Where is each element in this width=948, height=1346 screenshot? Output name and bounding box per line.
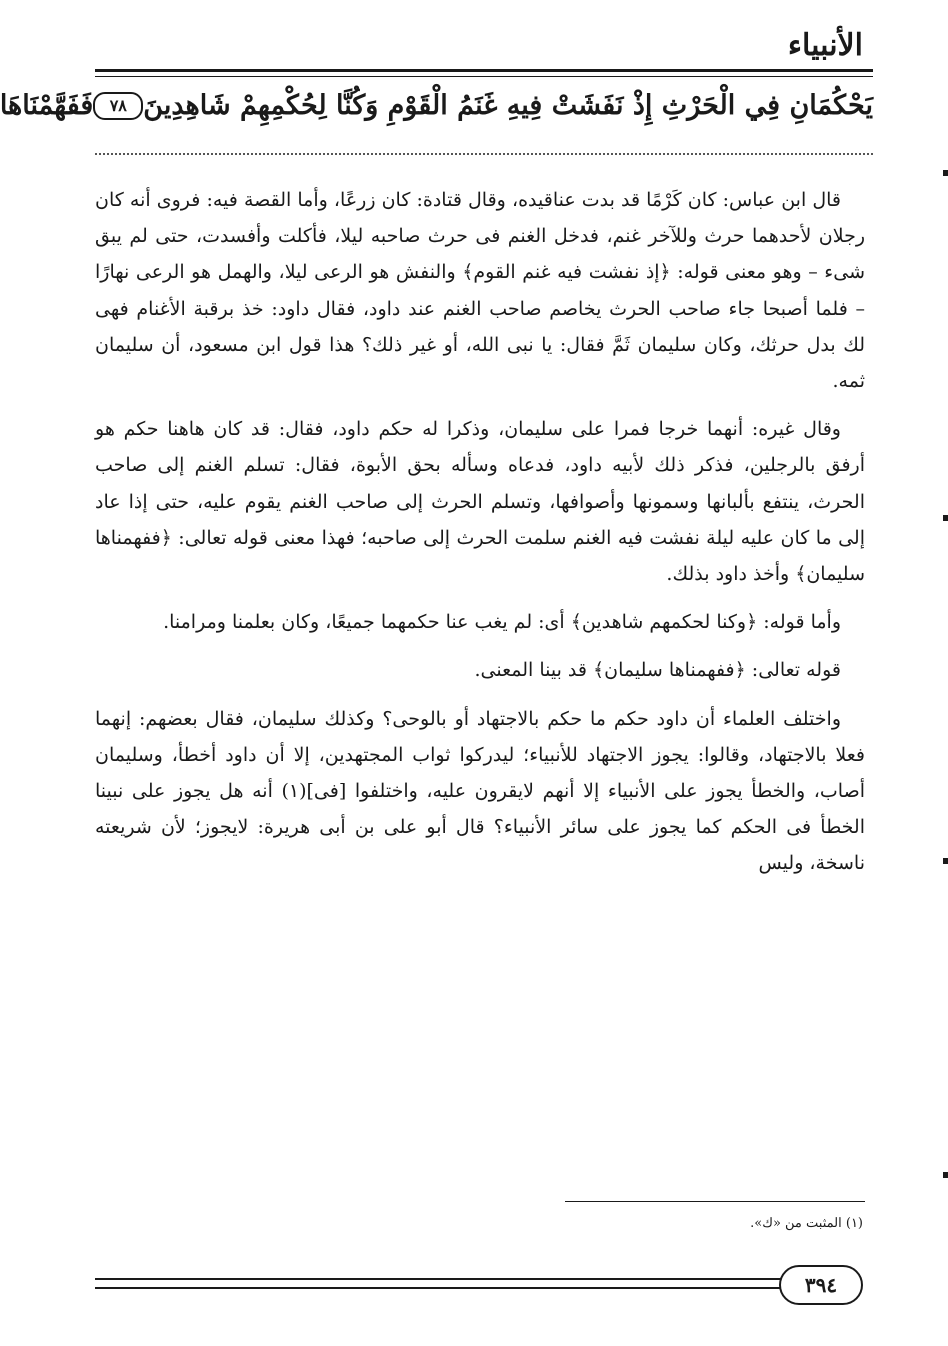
paragraph: قوله تعالى: ﴿ففهمناها سليمان﴾ قد بينا المعنى. (474, 659, 841, 682)
header-rule-thin (95, 76, 873, 77)
verse-text-end: فَفَهَّمْنَاهَا (0, 90, 94, 121)
paragraph: وقال غيره: أنهما خرجا فمرا على سليمان، وذكرا له حكم داود، فقال: قد كان هاهنا حكم هو أرفق بالرجلين، فذكر ذلك لأبيه داود، فدعاه وسأله بحق الأبوة، فقال: تسلم الغنم إلى صاحب الحرث، ينتفع بألبانها وسمونها وأصوافها، وتسلم الحرث إلى صاحب الغنم يقوم عليه، حتى إذا عاد إلى ما كان عليه ليلة نفشت فيه الغنم سلمت الحرث إلى صاحبه؛ فهذا معنى قوله تعالى: ﴿ففهمناها سليمان﴾ وأخذ داود بذلك. (95, 418, 865, 586)
footer-rule-top (95, 1278, 785, 1280)
paragraph: قال ابن عباس: كان كَرْمًا قد بدت عناقيده، وقال قتادة: كان زرعًا، وأما القصة فيه: فروى أنه كان رجلان لأحدهما حرث وللآخر غنم، فدخل الغنم فى حرث صاحبه ليلا، فأكلت وأفسدت، حتى لم يبق شىء – وهو معنى قوله: ﴿إذ نفشت فيه غنم القوم﴾ والنفش هو الرعى ليلا، والهمل هو الرعى نهارًا – فلما أصبحا جاء صاحب الحرث يخاصم صاحب الغنم عند داود، فقال داود: خذ برقبة الأغنام فهى لك بدل حرثك، وكان سليمان ثَمَّ فقال: يا نبى الله، أو غير ذلك؟ هذا قول ابن مسعود، أن سليمان ثمه. (95, 189, 865, 393)
page-number-badge (779, 1265, 863, 1305)
paragraph: وأما قوله: ﴿وكنا لحكمهم شاهدين﴾ أى: لم يغب عنا حكمهما جميعًا، وكان بعلمنا ومرامنا. (163, 611, 841, 634)
scan-edge-mark (943, 858, 948, 864)
quran-verse-line (0, 84, 873, 128)
footnote-rule (565, 1201, 865, 1202)
scan-edge-mark (943, 1172, 948, 1178)
footnote: (١) المثبت من «ك». (750, 1216, 863, 1231)
commentary-body (95, 182, 865, 882)
verse-text-start: يَحْكُمَانِ فِي الْحَرْثِ إِذْ نَفَشَتْ فِيهِ غَنَمُ الْقَوْمِ وَكُنَّا لِحُكْمِهِمْ شَاهِدِينَ (143, 90, 873, 121)
scan-edge-mark (943, 170, 948, 176)
page-number: ٣٩٤ (804, 1273, 838, 1297)
verse-number-marker: ٧٨ (93, 92, 143, 120)
verse-dotted-rule (95, 153, 873, 155)
scan-edge-mark (943, 515, 948, 521)
footer-rule-bottom (95, 1287, 785, 1289)
running-title: الأنبياء (787, 28, 863, 63)
paragraph: واختلف العلماء أن داود حكم ما حكم بالاجتهاد أو بالوحى؟ وكذلك سليمان، فقال بعضهم: إنهما فعلا بالاجتهاد، وقالوا: يجوز الاجتهاد للأنبياء؛ ليدركوا ثواب المجتهدين، إلا أن داود أخطأ، وسليمان أصاب، والخطأ يجوز على الأنبياء إلا أنهم لايقرون عليه، واختلفوا [فى](١) أنه هل يجوز على نبينا الخطأ فى الحكم كما يجوز على سائر الأنبياء؟ قال أبو على بن أبى هريرة: لايجوز؛ لأن شريعته ناسخة، وليس (95, 707, 866, 875)
header-rule-thick (95, 69, 873, 72)
